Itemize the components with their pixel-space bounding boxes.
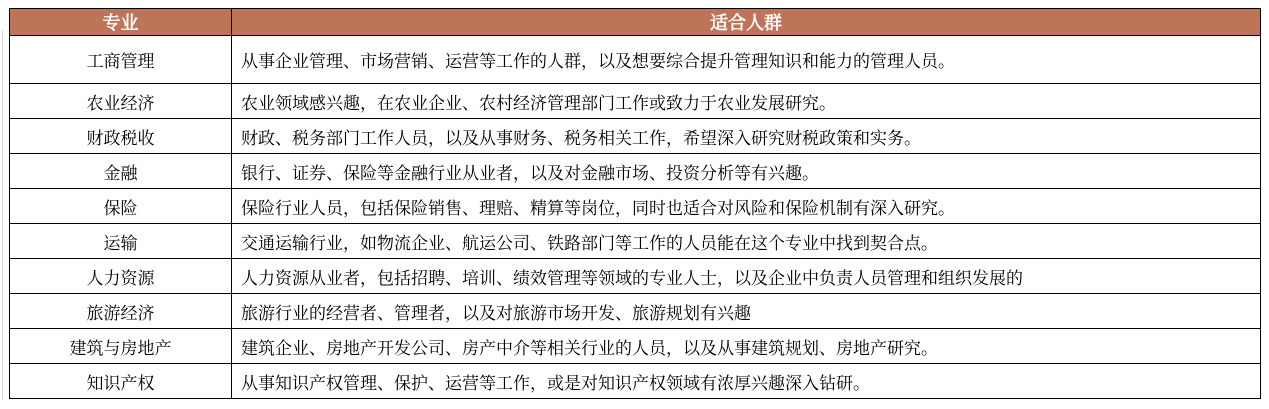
table-row xyxy=(10,119,1261,154)
column-header-major: 专业 xyxy=(10,9,232,36)
table-row xyxy=(10,224,1261,259)
major-cell: 保险 xyxy=(10,189,232,224)
audience-cell: 从事知识产权管理、保护、运营等工作，或是对知识产权领域有浓厚兴趣深入钻研。 xyxy=(232,364,1261,399)
major-cell: 旅游经济 xyxy=(10,294,232,329)
majors-table xyxy=(9,8,1261,399)
audience-cell: 银行、证券、保险等金融行业从业者，以及对金融市场、投资分析等有兴趣。 xyxy=(232,154,1261,189)
audience-cell: 旅游行业的经营者、管理者，以及对旅游市场开发、旅游规划有兴趣 xyxy=(232,294,1261,329)
audience-cell: 保险行业人员，包括保险销售、理赔、精算等岗位，同时也适合对风险和保险机制有深入研究。 xyxy=(232,189,1261,224)
major-cell: 农业经济 xyxy=(10,84,232,119)
audience-cell: 财政、税务部门工作人员，以及从事财务、税务相关工作，希望深入研究财税政策和实务。 xyxy=(232,119,1261,154)
major-cell: 工商管理 xyxy=(10,36,232,84)
major-cell: 运输 xyxy=(10,224,232,259)
column-header-audience: 适合人群 xyxy=(232,9,1261,36)
audience-cell: 人力资源从业者，包括招聘、培训、绩效管理等领域的专业人士，以及企业中负责人员管理和组织发展的 xyxy=(232,259,1261,294)
major-cell: 财政税收 xyxy=(10,119,232,154)
table-row xyxy=(10,189,1261,224)
table-row xyxy=(10,294,1261,329)
table-row xyxy=(10,154,1261,189)
major-cell: 金融 xyxy=(10,154,232,189)
majors-table-container xyxy=(9,8,1261,399)
audience-cell: 交通运输行业，如物流企业、航运公司、铁路部门等工作的人员能在这个专业中找到契合点。 xyxy=(232,224,1261,259)
table-row xyxy=(10,259,1261,294)
major-cell: 知识产权 xyxy=(10,364,232,399)
table-row xyxy=(10,84,1261,119)
table-row xyxy=(10,329,1261,364)
header-row xyxy=(10,9,1261,36)
spreadsheet-gridline xyxy=(2,30,3,400)
major-cell: 建筑与房地产 xyxy=(10,329,232,364)
audience-cell: 从事企业管理、市场营销、运营等工作的人群，以及想要综合提升管理知识和能力的管理人员。 xyxy=(232,36,1261,84)
audience-cell: 建筑企业、房地产开发公司、房产中介等相关行业的人员，以及从事建筑规划、房地产研究。 xyxy=(232,329,1261,364)
table-row xyxy=(10,364,1261,399)
audience-cell: 农业领域感兴趣，在农业企业、农村经济管理部门工作或致力于农业发展研究。 xyxy=(232,84,1261,119)
table-row xyxy=(10,36,1261,84)
major-cell: 人力资源 xyxy=(10,259,232,294)
